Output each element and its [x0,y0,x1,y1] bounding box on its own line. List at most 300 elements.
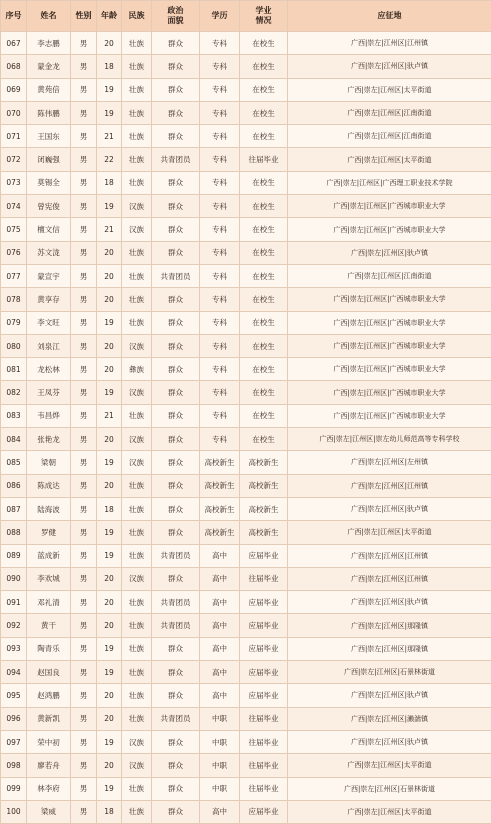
cell-enlistment-place: 广西|崇左|江州区|江州镇 [288,474,491,497]
cell-name: 王国东 [27,125,71,148]
cell-enlistment-place: 广西|崇左|江州区|广西城市职业大学 [288,358,491,381]
cell-age: 19 [97,637,122,660]
cell-political-status: 群众 [152,684,200,707]
cell-no: 079 [1,311,27,334]
cell-study-status: 应届毕业 [240,684,288,707]
cell-no: 067 [1,32,27,55]
cell-political-status: 共青团员 [152,614,200,637]
cell-political-status: 群众 [152,777,200,800]
cell-political-status: 群众 [152,101,200,124]
cell-enlistment-place: 广西|崇左|江州区|江州镇 [288,544,491,567]
table-row [1,521,491,544]
cell-enlistment-place: 广西|崇左|江州区|濑湍镇 [288,707,491,730]
cell-study-status: 高校新生 [240,497,288,520]
cell-education: 专科 [200,241,240,264]
cell-education: 专科 [200,428,240,451]
cell-political-status: 群众 [152,497,200,520]
cell-ethnicity: 壮族 [122,264,152,287]
cell-age: 19 [97,195,122,218]
cell-study-status: 往届毕业 [240,148,288,171]
table-row [1,754,491,777]
cell-name: 龙松林 [27,358,71,381]
cell-no: 094 [1,661,27,684]
cell-age: 20 [97,288,122,311]
cell-education: 专科 [200,32,240,55]
cell-ethnicity: 壮族 [122,637,152,660]
cell-education: 专科 [200,125,240,148]
cell-ethnicity: 壮族 [122,474,152,497]
table-row [1,171,491,194]
header-name: 姓名 [27,1,71,32]
cell-study-status: 高校新生 [240,521,288,544]
cell-gender: 男 [71,311,97,334]
cell-enlistment-place: 广西|崇左|江州区|江州镇 [288,567,491,590]
cell-ethnicity: 壮族 [122,101,152,124]
table-row [1,195,491,218]
cell-gender: 男 [71,358,97,381]
cell-no: 099 [1,777,27,800]
cell-ethnicity: 壮族 [122,241,152,264]
cell-name: 梁威 [27,800,71,823]
cell-name: 李文旺 [27,311,71,334]
cell-name: 邓礼清 [27,591,71,614]
header-gender: 性别 [71,1,97,32]
table-row [1,148,491,171]
cell-political-status: 群众 [152,125,200,148]
cell-age: 20 [97,707,122,730]
cell-age: 20 [97,754,122,777]
cell-name: 陈成达 [27,474,71,497]
table-row [1,474,491,497]
cell-enlistment-place: 广西|崇左|江州区|广西城市职业大学 [288,334,491,357]
roster-body [1,32,491,824]
cell-name: 赵鸿鹏 [27,684,71,707]
cell-name: 蒙宣宇 [27,264,71,287]
cell-study-status: 高校新生 [240,474,288,497]
cell-education: 中职 [200,754,240,777]
cell-name: 张艳龙 [27,428,71,451]
cell-age: 22 [97,148,122,171]
table-row [1,451,491,474]
cell-gender: 男 [71,55,97,78]
table-row [1,311,491,334]
cell-study-status: 应届毕业 [240,614,288,637]
cell-enlistment-place: 广西|崇左|江州区|驮卢镇 [288,591,491,614]
cell-name: 赵国良 [27,661,71,684]
cell-enlistment-place: 广西|崇左|江州区|广西城市职业大学 [288,404,491,427]
cell-age: 21 [97,125,122,148]
cell-political-status: 群众 [152,218,200,241]
cell-gender: 男 [71,125,97,148]
cell-gender: 男 [71,591,97,614]
table-row [1,264,491,287]
cell-study-status: 在校生 [240,288,288,311]
cell-study-status: 在校生 [240,195,288,218]
cell-political-status: 群众 [152,311,200,334]
cell-age: 19 [97,101,122,124]
cell-name: 刘泉江 [27,334,71,357]
cell-political-status: 群众 [152,730,200,753]
cell-gender: 男 [71,218,97,241]
cell-study-status: 应届毕业 [240,544,288,567]
cell-ethnicity: 壮族 [122,614,152,637]
cell-name: 梁朝 [27,451,71,474]
cell-age: 20 [97,567,122,590]
cell-enlistment-place: 广西|崇左|江州区|太平街道 [288,521,491,544]
cell-gender: 男 [71,334,97,357]
cell-study-status: 应届毕业 [240,591,288,614]
cell-enlistment-place: 广西|崇左|江州区|太平街道 [288,800,491,823]
cell-no: 092 [1,614,27,637]
cell-no: 069 [1,78,27,101]
cell-enlistment-place: 广西|崇左|江州区|驮卢镇 [288,497,491,520]
cell-enlistment-place: 广西|崇左|江州区|驮卢镇 [288,684,491,707]
cell-political-status: 群众 [152,334,200,357]
table-row [1,730,491,753]
cell-name: 黄干 [27,614,71,637]
cell-name: 苏文泷 [27,241,71,264]
header-no: 序号 [1,1,27,32]
cell-name: 黄享存 [27,288,71,311]
cell-ethnicity: 壮族 [122,777,152,800]
table-row [1,218,491,241]
cell-study-status: 往届毕业 [240,730,288,753]
cell-study-status: 在校生 [240,78,288,101]
cell-study-status: 在校生 [240,404,288,427]
cell-ethnicity: 壮族 [122,800,152,823]
cell-age: 21 [97,404,122,427]
cell-gender: 男 [71,241,97,264]
cell-age: 20 [97,591,122,614]
cell-age: 20 [97,241,122,264]
cell-education: 中职 [200,730,240,753]
cell-education: 专科 [200,55,240,78]
cell-no: 081 [1,358,27,381]
table-row [1,497,491,520]
cell-ethnicity: 汉族 [122,381,152,404]
cell-no: 078 [1,288,27,311]
cell-education: 专科 [200,101,240,124]
cell-no: 070 [1,101,27,124]
cell-gender: 男 [71,521,97,544]
cell-name: 莫锡全 [27,171,71,194]
cell-enlistment-place: 广西|崇左|江州区|驮卢镇 [288,730,491,753]
table-row [1,637,491,660]
cell-ethnicity: 汉族 [122,451,152,474]
cell-no: 082 [1,381,27,404]
cell-ethnicity: 壮族 [122,148,152,171]
cell-age: 19 [97,311,122,334]
cell-age: 21 [97,218,122,241]
cell-ethnicity: 汉族 [122,218,152,241]
cell-political-status: 群众 [152,55,200,78]
cell-ethnicity: 汉族 [122,754,152,777]
cell-no: 089 [1,544,27,567]
cell-enlistment-place: 广西|崇左|江州区|驮卢镇 [288,55,491,78]
table-row [1,707,491,730]
cell-age: 18 [97,497,122,520]
cell-no: 095 [1,684,27,707]
cell-study-status: 在校生 [240,55,288,78]
cell-gender: 男 [71,32,97,55]
cell-gender: 男 [71,428,97,451]
cell-enlistment-place: 广西|崇左|江州区|广西城市职业大学 [288,311,491,334]
cell-political-status: 共青团员 [152,707,200,730]
cell-name: 蓝成新 [27,544,71,567]
cell-education: 专科 [200,334,240,357]
cell-political-status: 群众 [152,195,200,218]
cell-study-status: 在校生 [240,334,288,357]
cell-education: 高中 [200,591,240,614]
cell-enlistment-place: 广西|崇左|江州区|驮卢镇 [288,241,491,264]
cell-ethnicity: 壮族 [122,55,152,78]
cell-enlistment-place: 广西|崇左|江州区|太平街道 [288,754,491,777]
cell-education: 高校新生 [200,521,240,544]
table-row [1,101,491,124]
table-row [1,125,491,148]
cell-ethnicity: 汉族 [122,195,152,218]
cell-political-status: 群众 [152,381,200,404]
cell-enlistment-place: 广西|崇左|江州区|太平街道 [288,148,491,171]
cell-study-status: 往届毕业 [240,707,288,730]
cell-political-status: 群众 [152,451,200,474]
cell-name: 陆海波 [27,497,71,520]
cell-ethnicity: 彝族 [122,358,152,381]
cell-education: 高中 [200,661,240,684]
cell-gender: 男 [71,264,97,287]
cell-ethnicity: 汉族 [122,567,152,590]
cell-education: 专科 [200,195,240,218]
cell-no: 077 [1,264,27,287]
cell-gender: 男 [71,78,97,101]
table-row [1,404,491,427]
cell-political-status: 共青团员 [152,264,200,287]
cell-education: 专科 [200,358,240,381]
cell-no: 072 [1,148,27,171]
cell-ethnicity: 壮族 [122,707,152,730]
cell-gender: 男 [71,661,97,684]
table-row [1,381,491,404]
cell-study-status: 高校新生 [240,451,288,474]
cell-name: 曾宪俊 [27,195,71,218]
cell-study-status: 在校生 [240,381,288,404]
cell-education: 专科 [200,78,240,101]
cell-ethnicity: 壮族 [122,591,152,614]
cell-no: 096 [1,707,27,730]
cell-gender: 男 [71,101,97,124]
cell-age: 19 [97,661,122,684]
cell-education: 专科 [200,311,240,334]
cell-education: 专科 [200,381,240,404]
cell-gender: 男 [71,497,97,520]
cell-enlistment-place: 广西|崇左|江州区|江南街道 [288,125,491,148]
cell-name: 王凤芬 [27,381,71,404]
table-row [1,241,491,264]
cell-political-status: 共青团员 [152,544,200,567]
cell-name: 韦昌烨 [27,404,71,427]
cell-gender: 男 [71,148,97,171]
cell-study-status: 在校生 [240,218,288,241]
cell-gender: 男 [71,451,97,474]
cell-age: 20 [97,614,122,637]
cell-political-status: 群众 [152,78,200,101]
cell-ethnicity: 壮族 [122,661,152,684]
table-row [1,428,491,451]
cell-study-status: 往届毕业 [240,567,288,590]
cell-age: 18 [97,800,122,823]
cell-education: 高校新生 [200,474,240,497]
cell-study-status: 在校生 [240,241,288,264]
cell-political-status: 群众 [152,474,200,497]
cell-ethnicity: 壮族 [122,404,152,427]
cell-gender: 男 [71,730,97,753]
cell-ethnicity: 壮族 [122,497,152,520]
cell-no: 088 [1,521,27,544]
table-row [1,614,491,637]
cell-no: 083 [1,404,27,427]
cell-gender: 男 [71,707,97,730]
cell-ethnicity: 汉族 [122,334,152,357]
header-age: 年龄 [97,1,122,32]
header-ethnicity: 民族 [122,1,152,32]
cell-ethnicity: 壮族 [122,78,152,101]
cell-enlistment-place: 广西|崇左|江州区|广西理工职业技术学院 [288,171,491,194]
cell-no: 097 [1,730,27,753]
cell-political-status: 共青团员 [152,148,200,171]
cell-ethnicity: 壮族 [122,125,152,148]
table-row [1,55,491,78]
cell-gender: 男 [71,567,97,590]
cell-education: 中职 [200,777,240,800]
cell-study-status: 应届毕业 [240,637,288,660]
cell-enlistment-place: 广西|崇左|江州区|江南街道 [288,101,491,124]
cell-enlistment-place: 广西|崇左|江州区|广西城市职业大学 [288,195,491,218]
cell-political-status: 群众 [152,637,200,660]
cell-political-status: 群众 [152,288,200,311]
table-row [1,334,491,357]
cell-political-status: 群众 [152,754,200,777]
cell-age: 20 [97,474,122,497]
cell-study-status: 在校生 [240,32,288,55]
cell-political-status: 群众 [152,171,200,194]
cell-gender: 男 [71,777,97,800]
cell-no: 080 [1,334,27,357]
cell-education: 专科 [200,171,240,194]
cell-study-status: 在校生 [240,311,288,334]
cell-study-status: 在校生 [240,101,288,124]
cell-education: 高中 [200,637,240,660]
cell-enlistment-place: 广西|崇左|江州区|左州镇 [288,451,491,474]
cell-gender: 男 [71,684,97,707]
cell-name: 罗健 [27,521,71,544]
cell-study-status: 在校生 [240,264,288,287]
cell-gender: 男 [71,800,97,823]
cell-education: 专科 [200,288,240,311]
cell-gender: 男 [71,474,97,497]
cell-enlistment-place: 广西|崇左|江州区|太平街道 [288,78,491,101]
cell-education: 高校新生 [200,497,240,520]
cell-education: 专科 [200,264,240,287]
cell-education: 中职 [200,707,240,730]
cell-education: 高中 [200,544,240,567]
header-row [1,1,491,32]
cell-political-status: 群众 [152,404,200,427]
cell-enlistment-place: 广西|崇左|江州区|石景林街道 [288,777,491,800]
cell-age: 19 [97,381,122,404]
cell-name: 黄苑倍 [27,78,71,101]
cell-age: 20 [97,334,122,357]
cell-name: 廖若舟 [27,754,71,777]
cell-political-status: 群众 [152,428,200,451]
cell-name: 黄新凯 [27,707,71,730]
cell-name: 闭巍强 [27,148,71,171]
cell-education: 专科 [200,404,240,427]
cell-age: 19 [97,451,122,474]
cell-study-status: 在校生 [240,428,288,451]
cell-name: 李欢城 [27,567,71,590]
cell-study-status: 应届毕业 [240,800,288,823]
cell-study-status: 在校生 [240,171,288,194]
cell-ethnicity: 壮族 [122,311,152,334]
cell-no: 084 [1,428,27,451]
table-row [1,684,491,707]
cell-education: 专科 [200,218,240,241]
cell-ethnicity: 壮族 [122,171,152,194]
table-row [1,591,491,614]
table-row [1,544,491,567]
table-row [1,288,491,311]
cell-age: 20 [97,684,122,707]
cell-ethnicity: 壮族 [122,684,152,707]
cell-no: 085 [1,451,27,474]
cell-political-status: 共青团员 [152,591,200,614]
cell-age: 20 [97,264,122,287]
cell-no: 068 [1,55,27,78]
cell-age: 18 [97,171,122,194]
cell-political-status: 群众 [152,241,200,264]
table-row [1,78,491,101]
cell-no: 090 [1,567,27,590]
cell-no: 087 [1,497,27,520]
cell-education: 高校新生 [200,451,240,474]
cell-enlistment-place: 广西|崇左|江州区|广西城市职业大学 [288,218,491,241]
cell-education: 专科 [200,148,240,171]
cell-gender: 男 [71,637,97,660]
cell-name: 檀文信 [27,218,71,241]
cell-no: 100 [1,800,27,823]
cell-age: 20 [97,358,122,381]
cell-study-status: 往届毕业 [240,777,288,800]
cell-ethnicity: 壮族 [122,521,152,544]
header-enlistment-place: 应征地 [288,1,491,32]
table-row [1,661,491,684]
cell-enlistment-place: 广西|崇左|江州区|那隆镇 [288,614,491,637]
cell-education: 高中 [200,614,240,637]
cell-age: 20 [97,428,122,451]
cell-ethnicity: 壮族 [122,544,152,567]
cell-gender: 男 [71,171,97,194]
cell-age: 19 [97,78,122,101]
cell-age: 19 [97,544,122,567]
cell-no: 086 [1,474,27,497]
cell-gender: 男 [71,195,97,218]
cell-no: 075 [1,218,27,241]
cell-gender: 男 [71,288,97,311]
cell-study-status: 应届毕业 [240,661,288,684]
cell-political-status: 群众 [152,358,200,381]
cell-age: 18 [97,55,122,78]
cell-name: 荣中初 [27,730,71,753]
